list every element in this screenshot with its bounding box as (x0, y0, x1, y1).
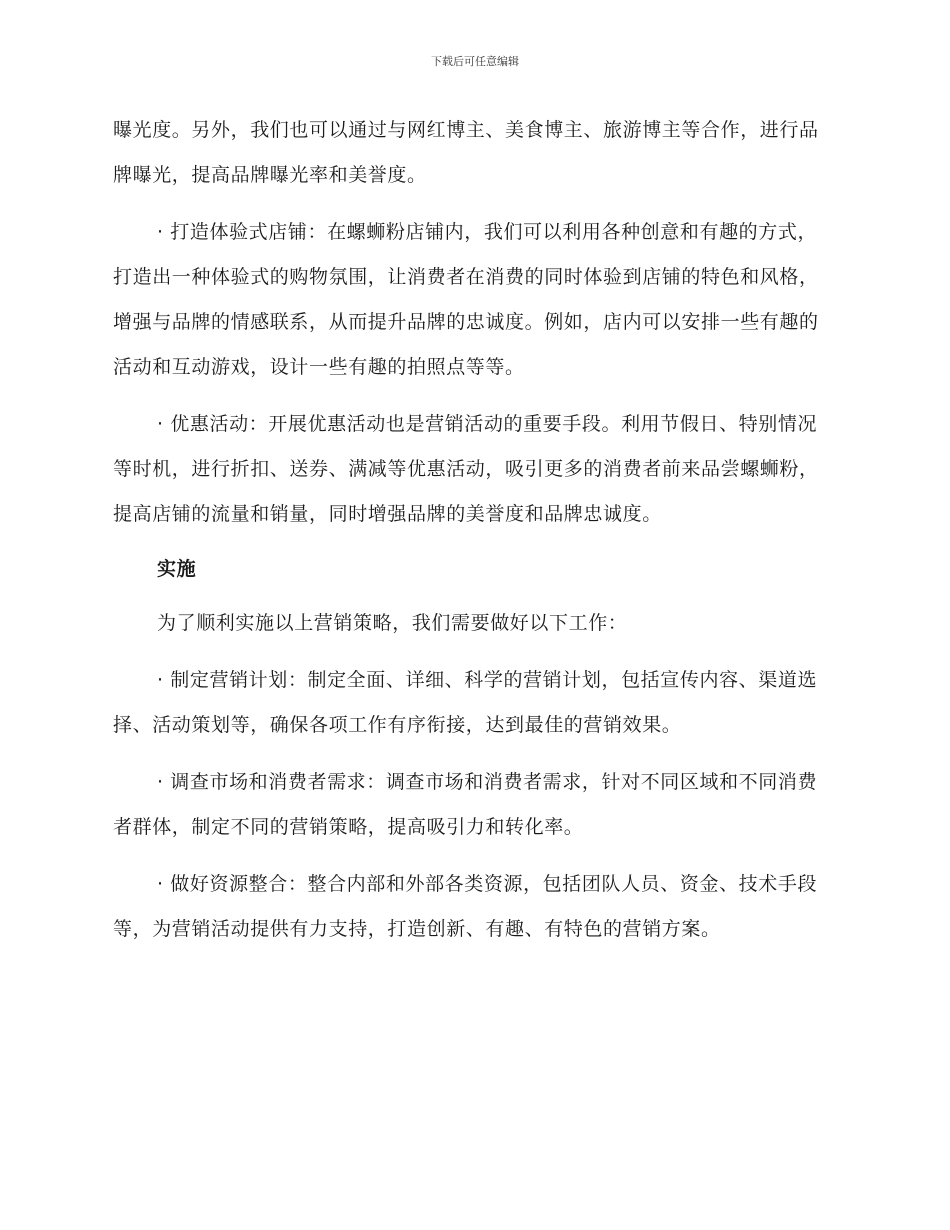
paragraph-marketing-plan: · 制定营销计划：制定全面、详细、科学的营销计划，包括宣传内容、渠道选择、活动策划等，确保各项工作有序衔接，达到最佳的营销效果。 (113, 669, 818, 736)
paragraph-experience-store: · 打造体验式店铺：在螺蛳粉店铺内，我们可以利用各种创意和有趣的方式，打造出一种体验式的购物氛围，让消费者在消费的同时体验到店铺的特色和风格，增强与品牌的情感联系，从而提升品牌的忠诚度。例如，店内可以安排一些有趣的活动和互动游戏，设计一些有趣的拍照点等等。 (113, 221, 819, 378)
page-header-note: 下载后可任意编辑 (431, 55, 519, 68)
paragraph-promotions: · 优惠活动：开展优惠活动也是营销活动的重要手段。利用节假日、特别情况等时机，进行折扣、送券、满减等优惠活动，吸引更多的消费者前来品尝螺蛳粉，提高店铺的流量和销量，同时增强品牌的美誉度和品牌忠诚度。 (113, 413, 819, 525)
document-body (113, 108, 835, 952)
paragraph-resource-integration: · 做好资源整合：整合内部和外部各类资源，包括团队人员、资金、技术手段等，为营销活动提供有力支持，打造创新、有趣、有特色的营销方案。 (113, 873, 818, 940)
section-heading-implementation: 实施 (157, 558, 197, 580)
paragraph-exposure-continued: 曝光度。另外，我们也可以通过与网红博主、美食博主、旅游博主等合作，进行品牌曝光，提高品牌曝光率和美誉度。 (113, 119, 819, 186)
paragraph-implementation-intro: 为了顺利实施以上营销策略，我们需要做好以下工作： (157, 612, 628, 634)
paragraph-market-research: · 调查市场和消费者需求：调查市场和消费者需求，针对不同区域和不同消费者群体，制定不同的营销策略，提高吸引力和转化率。 (113, 771, 818, 838)
